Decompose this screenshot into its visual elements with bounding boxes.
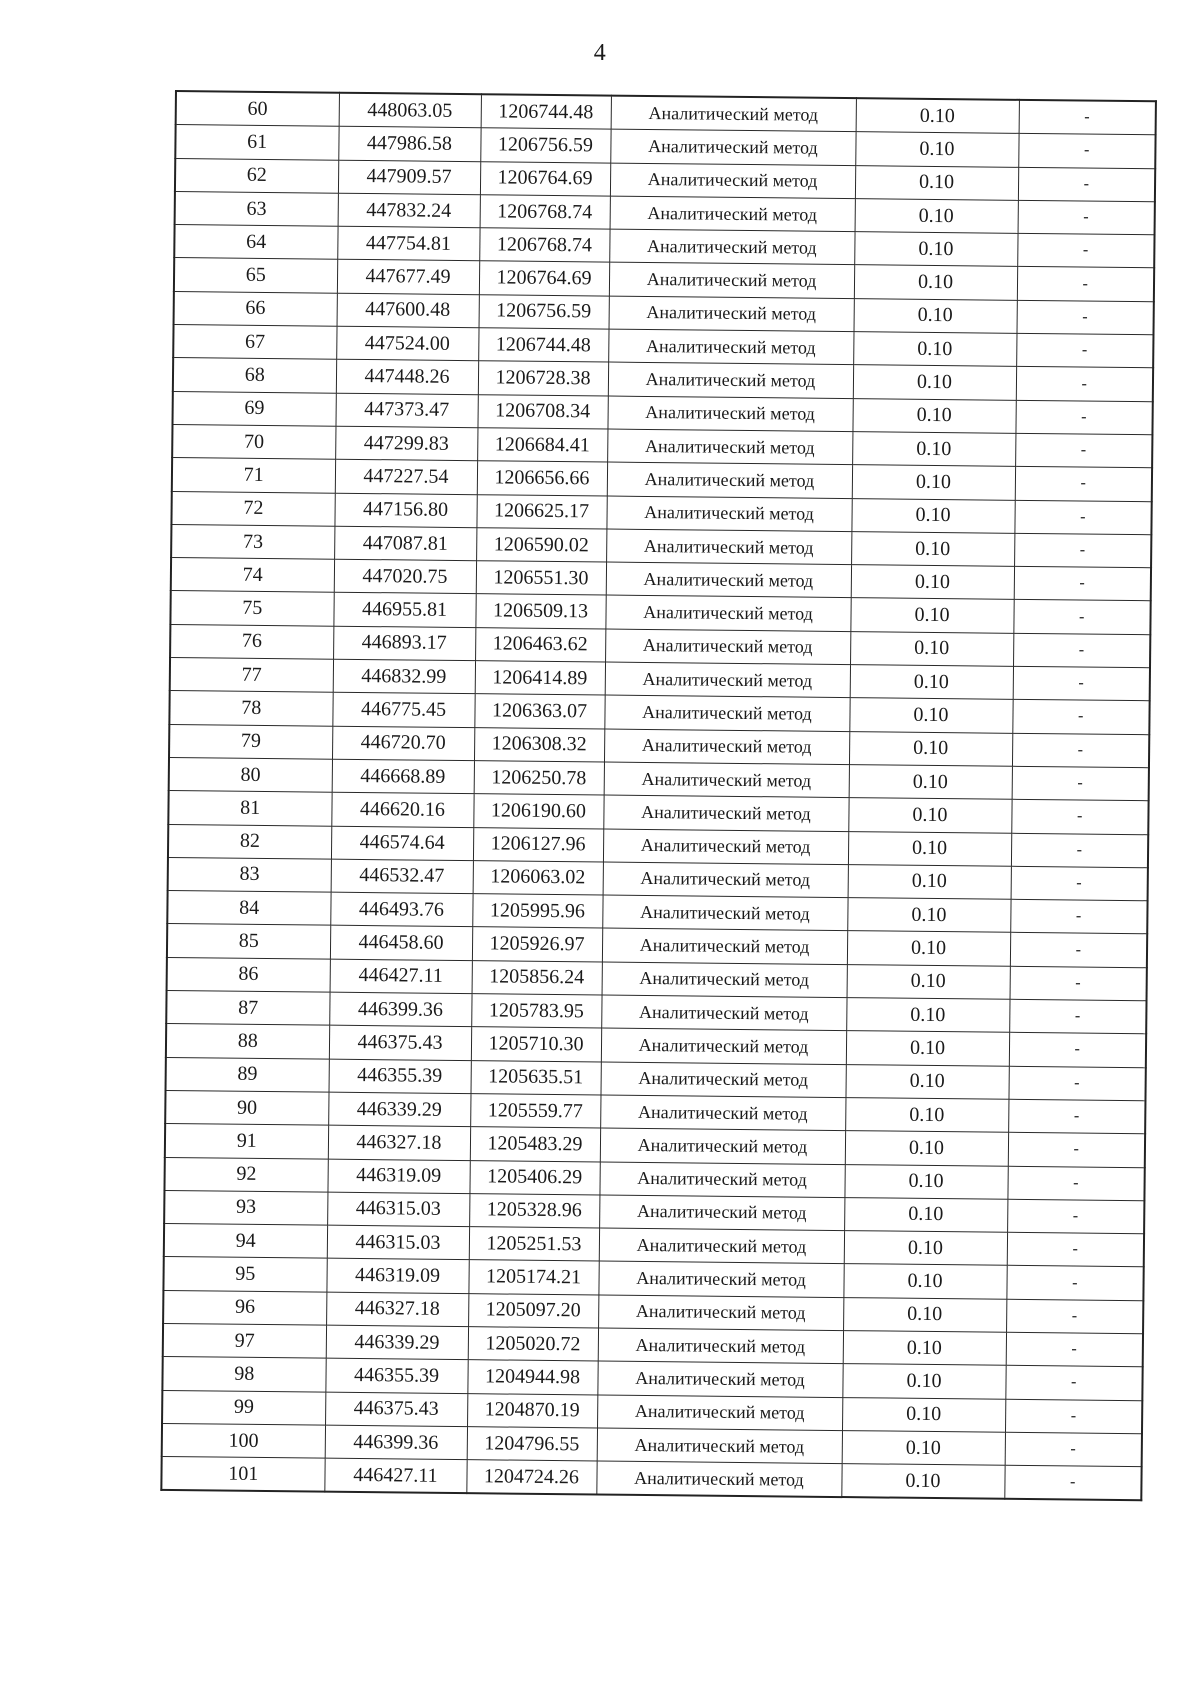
y-coordinate-cell: 1206308.32 xyxy=(474,727,604,762)
point-number-cell: 78 xyxy=(169,691,332,726)
method-cell: Аналитический метод xyxy=(597,1395,842,1431)
point-number-cell: 65 xyxy=(174,258,337,293)
method-cell: Аналитический метод xyxy=(605,629,850,665)
note-cell: - xyxy=(1015,400,1152,435)
point-number-cell: 81 xyxy=(168,791,331,826)
accuracy-cell: 0.10 xyxy=(848,864,1011,899)
accuracy-cell: 0.10 xyxy=(850,665,1013,700)
y-coordinate-cell: 1205926.97 xyxy=(472,927,602,962)
y-coordinate-cell: 1205559.77 xyxy=(470,1094,600,1129)
x-coordinate-cell: 446355.39 xyxy=(329,1059,471,1094)
x-coordinate-cell: 446574.64 xyxy=(331,826,473,861)
accuracy-cell: 0.10 xyxy=(852,432,1015,467)
accuracy-cell: 0.10 xyxy=(848,798,1011,833)
x-coordinate-cell: 446315.03 xyxy=(327,1192,469,1227)
method-cell: Аналитический метод xyxy=(605,595,850,631)
point-number-cell: 95 xyxy=(163,1257,326,1292)
table-body xyxy=(161,91,1156,1501)
point-number-cell: 80 xyxy=(169,757,332,792)
note-cell: - xyxy=(1006,1299,1143,1334)
point-number-cell: 94 xyxy=(164,1224,327,1259)
accuracy-cell: 0.10 xyxy=(844,1164,1007,1199)
point-number-cell: 83 xyxy=(168,857,331,892)
method-cell: Аналитический метод xyxy=(608,362,853,398)
y-coordinate-cell: 1206250.78 xyxy=(474,761,604,796)
x-coordinate-cell: 446668.89 xyxy=(332,759,474,794)
note-cell: - xyxy=(1015,433,1152,468)
point-number-cell: 77 xyxy=(170,658,333,693)
y-coordinate-cell: 1205856.24 xyxy=(472,960,602,995)
method-cell: Аналитический метод xyxy=(597,1428,842,1464)
x-coordinate-cell: 447986.58 xyxy=(338,127,480,162)
x-coordinate-cell: 446315.03 xyxy=(327,1225,469,1260)
note-cell: - xyxy=(1008,1132,1145,1167)
y-coordinate-cell: 1205174.21 xyxy=(468,1260,598,1295)
point-number-cell: 76 xyxy=(170,624,333,659)
y-coordinate-cell: 1206063.02 xyxy=(473,860,603,895)
page-number: 4 xyxy=(593,40,607,66)
method-cell: Аналитический метод xyxy=(610,196,855,232)
point-number-cell: 73 xyxy=(171,524,334,559)
note-cell: - xyxy=(1018,167,1155,202)
point-number-cell: 66 xyxy=(174,291,337,326)
x-coordinate-cell: 446399.36 xyxy=(329,992,471,1027)
note-cell: - xyxy=(1008,1066,1145,1101)
y-coordinate-cell: 1205020.72 xyxy=(468,1327,598,1362)
note-cell: - xyxy=(1014,533,1151,568)
point-number-cell: 99 xyxy=(162,1390,325,1425)
accuracy-cell: 0.10 xyxy=(845,1131,1008,1166)
point-number-cell: 70 xyxy=(172,424,335,459)
y-coordinate-cell: 1204796.55 xyxy=(467,1427,597,1462)
y-coordinate-cell: 1204870.19 xyxy=(467,1393,597,1428)
method-cell: Аналитический метод xyxy=(600,1095,845,1131)
method-cell: Аналитический метод xyxy=(604,695,849,731)
note-cell: - xyxy=(1014,500,1151,535)
accuracy-cell: 0.10 xyxy=(842,1364,1005,1399)
x-coordinate-cell: 447156.80 xyxy=(334,493,476,528)
y-coordinate-cell: 1206656.66 xyxy=(477,461,607,496)
point-number-cell: 72 xyxy=(171,491,334,526)
method-cell: Аналитический метод xyxy=(610,163,855,199)
accuracy-cell: 0.10 xyxy=(852,398,1015,433)
y-coordinate-cell: 1205328.96 xyxy=(469,1193,599,1228)
method-cell: Аналитический метод xyxy=(608,329,853,365)
method-cell: Аналитический метод xyxy=(611,96,856,132)
x-coordinate-cell: 447832.24 xyxy=(338,193,480,228)
y-coordinate-cell: 1204724.26 xyxy=(466,1460,596,1495)
y-coordinate-cell: 1206590.02 xyxy=(476,528,606,563)
accuracy-cell: 0.10 xyxy=(846,998,1009,1033)
method-cell: Аналитический метод xyxy=(610,129,855,165)
accuracy-cell: 0.10 xyxy=(843,1264,1006,1299)
point-number-cell: 74 xyxy=(171,558,334,593)
y-coordinate-cell: 1206756.59 xyxy=(479,294,609,329)
y-coordinate-cell: 1205995.96 xyxy=(472,894,602,929)
x-coordinate-cell: 447600.48 xyxy=(337,293,479,328)
method-cell: Аналитический метод xyxy=(603,829,848,865)
y-coordinate-cell: 1206463.62 xyxy=(475,627,605,662)
point-number-cell: 98 xyxy=(162,1357,325,1392)
y-coordinate-cell: 1206764.69 xyxy=(480,161,610,196)
accuracy-cell: 0.10 xyxy=(845,1097,1008,1132)
coordinates-table-container xyxy=(160,90,1155,1502)
x-coordinate-cell: 446532.47 xyxy=(331,859,473,894)
method-cell: Аналитический метод xyxy=(598,1328,843,1364)
accuracy-cell: 0.10 xyxy=(847,964,1010,999)
accuracy-cell: 0.10 xyxy=(850,631,1013,666)
method-cell: Аналитический метод xyxy=(609,263,854,299)
note-cell: - xyxy=(1005,1366,1142,1401)
accuracy-cell: 0.10 xyxy=(854,232,1017,267)
x-coordinate-cell: 447227.54 xyxy=(335,459,477,494)
note-cell: - xyxy=(1011,800,1148,835)
accuracy-cell: 0.10 xyxy=(851,498,1014,533)
x-coordinate-cell: 447299.83 xyxy=(335,426,477,461)
point-number-cell: 69 xyxy=(172,391,335,426)
note-cell: - xyxy=(1018,200,1155,235)
point-number-cell: 86 xyxy=(167,957,330,992)
x-coordinate-cell: 446339.29 xyxy=(326,1325,468,1360)
note-cell: - xyxy=(1015,467,1152,502)
y-coordinate-cell: 1206768.74 xyxy=(479,228,609,263)
method-cell: Аналитический метод xyxy=(606,496,851,532)
note-cell: - xyxy=(1016,367,1153,402)
x-coordinate-cell: 447524.00 xyxy=(336,326,478,361)
accuracy-cell: 0.10 xyxy=(854,265,1017,300)
note-cell: - xyxy=(1013,633,1150,668)
method-cell: Аналитический метод xyxy=(607,396,852,432)
accuracy-cell: 0.10 xyxy=(844,1231,1007,1266)
note-cell: - xyxy=(1013,600,1150,635)
accuracy-cell: 0.10 xyxy=(842,1430,1005,1465)
note-cell: - xyxy=(1014,566,1151,601)
note-cell: - xyxy=(1016,300,1153,335)
x-coordinate-cell: 448063.05 xyxy=(339,93,481,128)
point-number-cell: 85 xyxy=(167,924,330,959)
point-number-cell: 60 xyxy=(176,91,339,127)
x-coordinate-cell: 446775.45 xyxy=(332,693,474,728)
note-cell: - xyxy=(1013,666,1150,701)
x-coordinate-cell: 446319.09 xyxy=(327,1159,469,1194)
accuracy-cell: 0.10 xyxy=(853,365,1016,400)
note-cell: - xyxy=(1008,1099,1145,1134)
y-coordinate-cell: 1205783.95 xyxy=(471,994,601,1029)
point-number-cell: 62 xyxy=(175,158,338,193)
point-number-cell: 100 xyxy=(162,1423,325,1458)
note-cell: - xyxy=(1018,134,1155,169)
point-number-cell: 97 xyxy=(163,1323,326,1358)
x-coordinate-cell: 447754.81 xyxy=(337,226,479,261)
method-cell: Аналитический метод xyxy=(598,1295,843,1331)
method-cell: Аналитический метод xyxy=(599,1162,844,1198)
x-coordinate-cell: 446375.43 xyxy=(325,1392,467,1427)
point-number-cell: 96 xyxy=(163,1290,326,1325)
accuracy-cell: 0.10 xyxy=(856,98,1019,134)
y-coordinate-cell: 1206768.74 xyxy=(480,195,610,230)
point-number-cell: 82 xyxy=(168,824,331,859)
method-cell: Аналитический метод xyxy=(603,795,848,831)
x-coordinate-cell: 446399.36 xyxy=(325,1425,467,1460)
note-cell: - xyxy=(1009,999,1146,1034)
y-coordinate-cell: 1206728.38 xyxy=(478,361,608,396)
accuracy-cell: 0.10 xyxy=(855,132,1018,167)
accuracy-cell: 0.10 xyxy=(849,765,1012,800)
x-coordinate-cell: 447448.26 xyxy=(336,360,478,395)
y-coordinate-cell: 1205710.30 xyxy=(471,1027,601,1062)
accuracy-cell: 0.10 xyxy=(843,1331,1006,1366)
point-number-cell: 90 xyxy=(165,1090,328,1125)
method-cell: Аналитический метод xyxy=(599,1195,844,1231)
accuracy-cell: 0.10 xyxy=(847,931,1010,966)
note-cell: - xyxy=(1011,833,1148,868)
y-coordinate-cell: 1205097.20 xyxy=(468,1293,598,1328)
x-coordinate-cell: 446327.18 xyxy=(328,1125,470,1160)
method-cell: Аналитический метод xyxy=(598,1261,843,1297)
y-coordinate-cell: 1205406.29 xyxy=(469,1160,599,1195)
accuracy-cell: 0.10 xyxy=(844,1197,1007,1232)
note-cell: - xyxy=(1004,1465,1141,1500)
point-number-cell: 63 xyxy=(175,191,338,226)
note-cell: - xyxy=(1011,866,1148,901)
x-coordinate-cell: 446319.09 xyxy=(326,1259,468,1294)
accuracy-cell: 0.10 xyxy=(846,1031,1009,1066)
accuracy-cell: 0.10 xyxy=(853,332,1016,367)
note-cell: - xyxy=(1005,1399,1142,1434)
x-coordinate-cell: 447087.81 xyxy=(334,526,476,561)
note-cell: - xyxy=(1005,1432,1142,1467)
y-coordinate-cell: 1206509.13 xyxy=(475,594,605,629)
note-cell: - xyxy=(1017,267,1154,302)
method-cell: Аналитический метод xyxy=(607,429,852,465)
accuracy-cell: 0.10 xyxy=(854,298,1017,333)
accuracy-cell: 0.10 xyxy=(841,1464,1004,1500)
x-coordinate-cell: 446458.60 xyxy=(330,926,472,961)
x-coordinate-cell: 446355.39 xyxy=(325,1358,467,1393)
y-coordinate-cell: 1206551.30 xyxy=(476,561,606,596)
point-number-cell: 67 xyxy=(173,325,336,360)
method-cell: Аналитический метод xyxy=(602,895,847,931)
method-cell: Аналитический метод xyxy=(609,229,854,265)
y-coordinate-cell: 1206708.34 xyxy=(477,394,607,429)
x-coordinate-cell: 446720.70 xyxy=(332,726,474,761)
x-coordinate-cell: 446427.11 xyxy=(324,1458,466,1493)
accuracy-cell: 0.10 xyxy=(847,898,1010,933)
point-number-cell: 64 xyxy=(174,225,337,260)
method-cell: Аналитический метод xyxy=(604,729,849,765)
y-coordinate-cell: 1206744.48 xyxy=(481,94,611,129)
x-coordinate-cell: 447373.47 xyxy=(335,393,477,428)
method-cell: Аналитический метод xyxy=(601,1062,846,1098)
note-cell: - xyxy=(1010,933,1147,968)
accuracy-cell: 0.10 xyxy=(849,731,1012,766)
y-coordinate-cell: 1206363.07 xyxy=(474,694,604,729)
accuracy-cell: 0.10 xyxy=(849,698,1012,733)
coordinates-table xyxy=(160,90,1157,1502)
y-coordinate-cell: 1206744.48 xyxy=(478,328,608,363)
accuracy-cell: 0.10 xyxy=(848,831,1011,866)
point-number-cell: 79 xyxy=(169,724,332,759)
y-coordinate-cell: 1206756.59 xyxy=(480,128,610,163)
accuracy-cell: 0.10 xyxy=(842,1397,1005,1432)
method-cell: Аналитический метод xyxy=(609,296,854,332)
method-cell: Аналитический метод xyxy=(606,562,851,598)
y-coordinate-cell: 1205251.53 xyxy=(469,1227,599,1262)
note-cell: - xyxy=(1017,234,1154,269)
point-number-cell: 61 xyxy=(175,125,338,160)
y-coordinate-cell: 1206684.41 xyxy=(477,428,607,463)
x-coordinate-cell: 447909.57 xyxy=(338,160,480,195)
method-cell: Аналитический метод xyxy=(601,995,846,1031)
y-coordinate-cell: 1206414.89 xyxy=(475,661,605,696)
y-coordinate-cell: 1205635.51 xyxy=(471,1060,601,1095)
method-cell: Аналитический метод xyxy=(604,762,849,798)
note-cell: - xyxy=(1010,966,1147,1001)
method-cell: Аналитический метод xyxy=(607,462,852,498)
y-coordinate-cell: 1205483.29 xyxy=(470,1127,600,1162)
note-cell: - xyxy=(1006,1266,1143,1301)
method-cell: Аналитический метод xyxy=(605,662,850,698)
point-number-cell: 88 xyxy=(166,1024,329,1059)
note-cell: - xyxy=(1006,1332,1143,1367)
accuracy-cell: 0.10 xyxy=(852,465,1015,500)
note-cell: - xyxy=(1007,1166,1144,1201)
point-number-cell: 93 xyxy=(164,1190,327,1225)
method-cell: Аналитический метод xyxy=(597,1361,842,1397)
x-coordinate-cell: 446327.18 xyxy=(326,1292,468,1327)
method-cell: Аналитический метод xyxy=(599,1228,844,1264)
note-cell: - xyxy=(1016,333,1153,368)
note-cell: - xyxy=(1007,1199,1144,1234)
note-cell: - xyxy=(1012,700,1149,735)
note-cell: - xyxy=(1019,100,1156,135)
method-cell: Аналитический метод xyxy=(602,928,847,964)
note-cell: - xyxy=(1010,899,1147,934)
y-coordinate-cell: 1206764.69 xyxy=(479,261,609,296)
x-coordinate-cell: 447677.49 xyxy=(337,260,479,295)
accuracy-cell: 0.10 xyxy=(851,531,1014,566)
note-cell: - xyxy=(1007,1232,1144,1267)
point-number-cell: 92 xyxy=(164,1157,327,1192)
x-coordinate-cell: 446893.17 xyxy=(333,626,475,661)
point-number-cell: 84 xyxy=(167,891,330,926)
point-number-cell: 68 xyxy=(173,358,336,393)
accuracy-cell: 0.10 xyxy=(843,1297,1006,1332)
point-number-cell: 75 xyxy=(170,591,333,626)
y-coordinate-cell: 1204944.98 xyxy=(467,1360,597,1395)
point-number-cell: 101 xyxy=(161,1457,324,1493)
x-coordinate-cell: 447020.75 xyxy=(334,559,476,594)
x-coordinate-cell: 446955.81 xyxy=(333,593,475,628)
x-coordinate-cell: 446832.99 xyxy=(333,659,475,694)
x-coordinate-cell: 446427.11 xyxy=(330,959,472,994)
x-coordinate-cell: 446339.29 xyxy=(328,1092,470,1127)
point-number-cell: 71 xyxy=(172,458,335,493)
x-coordinate-cell: 446375.43 xyxy=(329,1025,471,1060)
method-cell: Аналитический метод xyxy=(602,962,847,998)
method-cell: Аналитический метод xyxy=(600,1128,845,1164)
note-cell: - xyxy=(1012,733,1149,768)
accuracy-cell: 0.10 xyxy=(845,1064,1008,1099)
accuracy-cell: 0.10 xyxy=(855,165,1018,200)
y-coordinate-cell: 1206127.96 xyxy=(473,827,603,862)
method-cell: Аналитический метод xyxy=(601,1028,846,1064)
point-number-cell: 91 xyxy=(165,1124,328,1159)
point-number-cell: 89 xyxy=(166,1057,329,1092)
y-coordinate-cell: 1206190.60 xyxy=(473,794,603,829)
point-number-cell: 87 xyxy=(166,990,329,1025)
x-coordinate-cell: 446620.16 xyxy=(331,792,473,827)
method-cell: Аналитический метод xyxy=(596,1461,841,1497)
y-coordinate-cell: 1206625.17 xyxy=(476,494,606,529)
accuracy-cell: 0.10 xyxy=(850,598,1013,633)
method-cell: Аналитический метод xyxy=(603,862,848,898)
accuracy-cell: 0.10 xyxy=(855,199,1018,234)
method-cell: Аналитический метод xyxy=(606,529,851,565)
note-cell: - xyxy=(1012,766,1149,801)
accuracy-cell: 0.10 xyxy=(851,565,1014,600)
x-coordinate-cell: 446493.76 xyxy=(330,892,472,927)
note-cell: - xyxy=(1009,1033,1146,1068)
